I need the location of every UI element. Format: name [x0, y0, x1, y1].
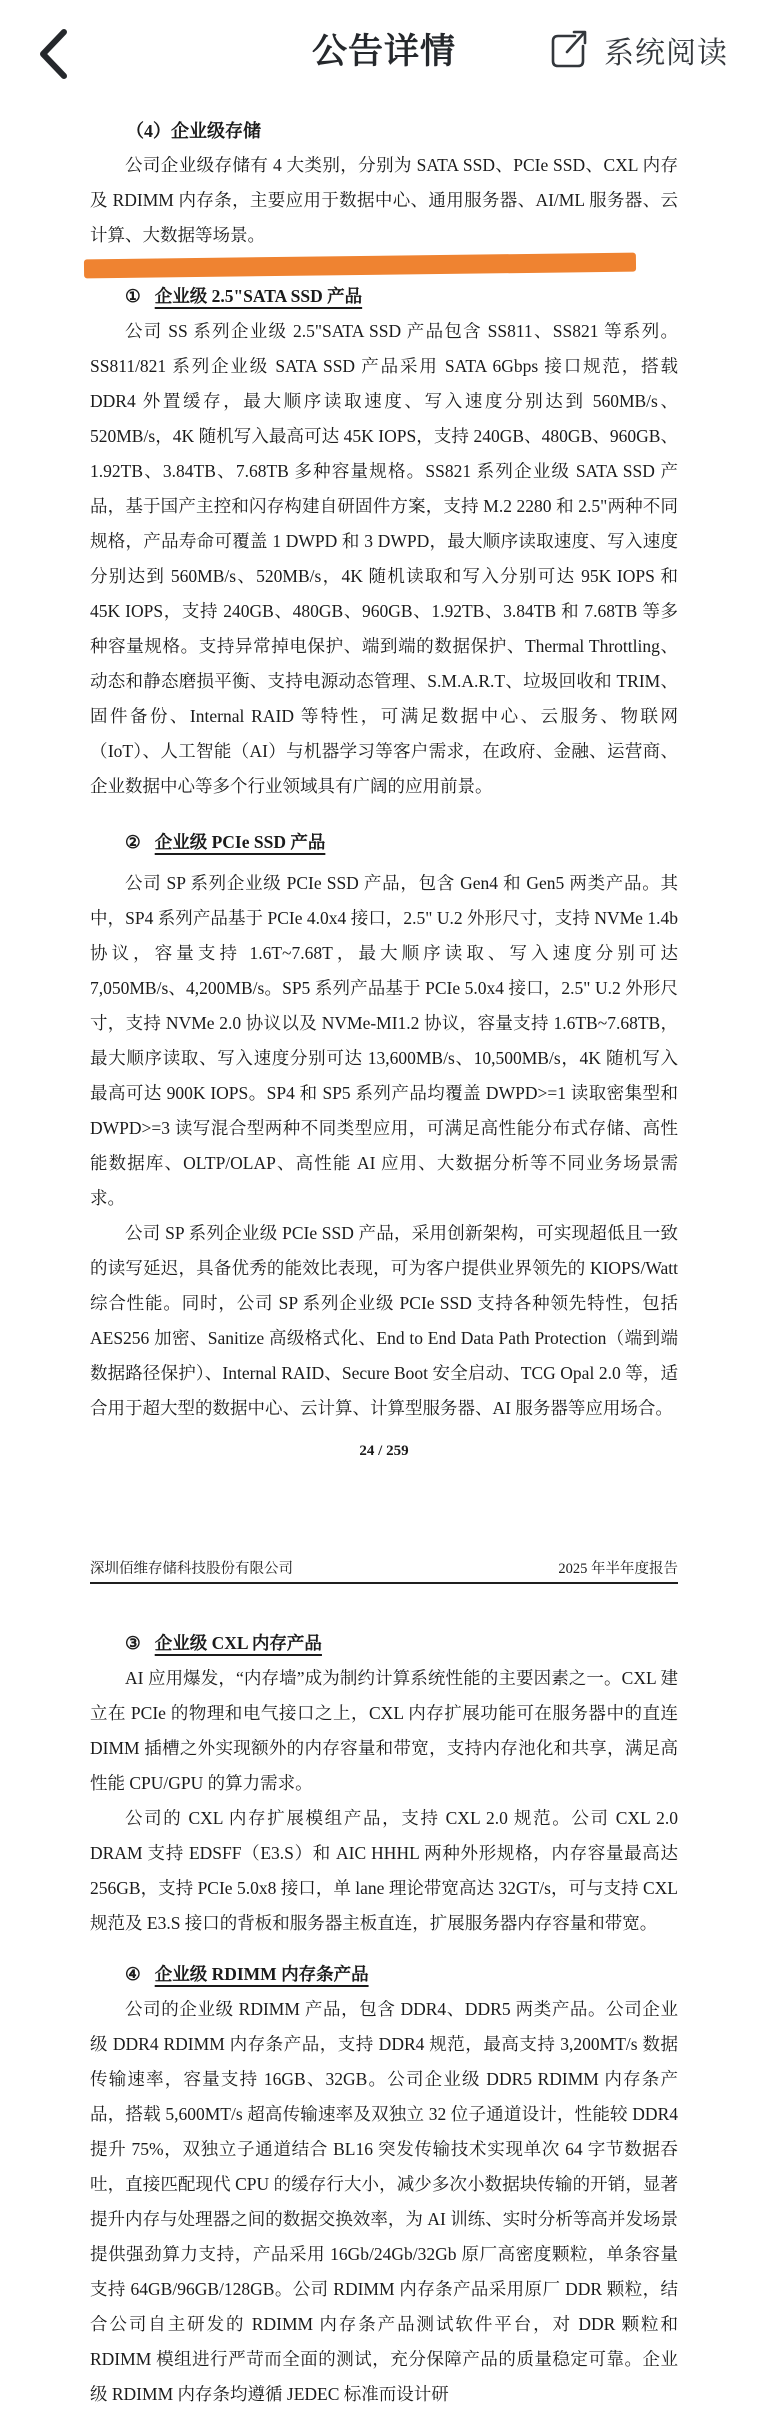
intro-paragraph: 公司企业级存储有 4 大类别，分别为 SATA SSD、PCIe SSD、CXL 内存及 RDIMM 内存条，主要应用于数据中心、通用服务器、AI/ML 服务器、云计算、大数据等场景。 — [90, 155, 678, 245]
subsection-title: 企业级 CXL 内存产品 — [154, 1633, 322, 1653]
document-viewport[interactable] — [0, 100, 768, 2404]
spacer — [90, 1584, 678, 1626]
section-heading: （4）企业级存储 — [126, 121, 261, 141]
page-break-gap — [90, 1461, 678, 1559]
subsection-number: ④ — [125, 1964, 141, 1984]
system-read-button[interactable] — [544, 24, 732, 76]
page-number: 24 / 259 — [359, 1443, 409, 1459]
paragraph: 公司 SS 系列企业级 2.5"SATA SSD 产品包含 SS811、SS821 等系列。SS811/821 系列企业级 SATA SSD 产品采用 SATA 6Gbps 接口规范，搭载 DDR4 外置缓存，最大顺序读取速度、写入速度分别达到 560MB/s、520MB/s，4K 随机写入最高可达 45K IOPS，支持 240GB、480GB、960GB、1.92TB、3.84TB、7.68TB 多种容量规格。SS821 系列企业级 SATA SSD 产品，基于国产主控和闪存构建自研固件方案，支持 M.2 2280 和 2.5"两种不同规格，产品寿命可覆盖 1 DWPD 和 3 DWPD，最大顺序读取速度、写入速度分别达到 560MB/s、520MB/s，4K 随机读取和写入分别可达 95K IOPS 和 45K IOPS，支持 240GB、480GB、960GB、1.92TB、3.84TB 和 7.68TB 等多种容量规格。支持异常掉电保护、端到端的数据保护、Thermal Throttling、动态和静态磨损平衡、支持电源动态管理、S.M.A.R.T、垃圾回收和 TRIM、固件备份、Internal RAID 等特性，可满足数据中心、云服务、物联网（IoT）、人工智能（AI）与机器学习等客户需求，在政府、金融、运营商、企业数据中心等多个行业领域具有广阔的应用前景。 — [90, 321, 678, 796]
share-external-icon — [548, 28, 590, 72]
paragraph: 公司的企业级 RDIMM 产品，包含 DDR4、DDR5 两类产品。公司企业级 DDR4 RDIMM 内存条产品，支持 DDR4 规范，最高支持 3,200MT/s 数据传输速率，容量支持 16GB、32GB。公司企业级 DDR5 RDIMM 内存条产品，搭载 5,600MT/s 超高传输速率及双独立 32 位子通道设计，性能较 DDR4 提升 75%，双独立子通道结合 BL16 突发传输技术实现单次 64 字节数据吞吐，直接匹配现代 CPU 的缓存行大小，减少多次小数据块传输的开销，显著提升内存与处理器之间的数据交换效率，为 AI 训练、实时分析等高并发场景提供强劲算力支持，产品采用 16Gb/24Gb/32Gb 原厂高密度颗粒，单条容量支持 64GB/96GB/128GB。公司 RDIMM 内存条产品采用原厂 DDR 颗粒，结合公司自主研发的 RDIMM 内存条产品测试软件平台，对 DDR 颗粒和 RDIMM 模组进行严苛而全面的测试，充分保障产品的质量稳定可靠。企业级 RDIMM 内存条均遵循 JEDEC 标准而设计研 — [90, 1999, 678, 2404]
subsection-number: ③ — [125, 1633, 141, 1653]
spacer — [90, 804, 678, 825]
report-page-24 — [90, 114, 678, 1461]
paragraph: AI 应用爆发，“内存墙”成为制约计算系统性能的主要因素之一。CXL 建立在 PCIe 的物理和电气接口之上，CXL 内存扩展功能可在服务器中的直连 DIMM 插槽之外实现额外的内存容量和带宽，支持内存池化和共享，满足高性能 CPU/GPU 的算力需求。 — [90, 1668, 678, 1793]
subsection-title: 企业级 2.5"SATA SSD 产品 — [154, 286, 363, 306]
subsection-heading-1 — [90, 279, 678, 314]
system-read-label: 系统阅读 — [604, 37, 728, 70]
running-head — [90, 1559, 678, 1584]
subsection-title: 企业级 RDIMM 内存条产品 — [154, 1964, 369, 1984]
page-title: 公告详情 — [311, 32, 457, 71]
company-name: 深圳佰维存储科技股份有限公司 — [90, 1561, 293, 1577]
subsection-number: ② — [125, 832, 141, 852]
subsection-title: 企业级 PCIe SSD 产品 — [154, 832, 326, 852]
report-page-25 — [90, 1559, 678, 2412]
chevron-left-icon — [34, 26, 74, 82]
subsection-heading-4 — [90, 1957, 678, 1992]
paragraph: 公司 SP 系列企业级 PCIe SSD 产品，包含 Gen4 和 Gen5 两类产品。其中，SP4 系列产品基于 PCIe 4.0x4 接口，2.5" U.2 外形尺寸，支持 NVMe 1.4b 协议，容量支持 1.6T~7.68T，最大顺序读取、写入速度分别可达 7,050MB/s、4,200MB/s。SP5 系列产品基于 PCIe 5.0x4 接口，2.5" U.2 外形尺寸，支持 NVMe 2.0 协议以及 NVMe-MI1.2 协议，容量支持 1.6TB~7.68TB，最大顺序读取、写入速度分别可达 13,600MB/s、10,500MB/s，4K 随机写入最高可达 900K IOPS。SP4 和 SP5 系列产品均覆盖 DWPD>=1 读取密集型和 DWPD>=3 读写混合型两种不同类型应用，可满足高性能分布式存储、高性能数据库、OLTP/OLAP、高性能 AI 应用、大数据分析等不同业务场景需求。 — [90, 873, 678, 1208]
paragraph: 公司的 CXL 内存扩展模组产品，支持 CXL 2.0 规范。公司 CXL 2.0 DRAM 支持 EDSFF（E3.S）和 AIC HHHL 两种外形规格，内存容量最高达 256GB，支持 PCIe 5.0x8 接口，单 lane 理论带宽高达 32GT/s，可与支持 CXL 规范及 E3.S 接口的背板和服务器主板直连，扩展服务器内存容量和带宽。 — [90, 1808, 678, 1933]
orange-highlight-annotation — [84, 253, 636, 279]
subsection-heading-3 — [90, 1626, 678, 1661]
navbar — [0, 0, 768, 100]
subsection-number: ① — [125, 286, 141, 306]
paragraph: 公司 SP 系列企业级 PCIe SSD 产品，采用创新架构，可实现超低且一致的读写延迟，具备优秀的能效比表现，可为客户提供业界领先的 KIOPS/Watt 综合性能。同时，公司 SP 系列企业级 PCIe SSD 支持各种领先特性，包括 AES256 加密、Sanitize 高级格式化、End to End Data Path Protection（端到端数据路径保护）、Internal RAID、Secure Boot 安全启动、TCG Opal 2.0 等，适合用于超大型的数据中心、云计算、计算型服务器、AI 服务器等应用场合。 — [90, 1223, 678, 1418]
spacer — [90, 1941, 678, 1957]
subsection-heading-2 — [90, 825, 678, 860]
back-button[interactable] — [26, 18, 82, 82]
report-title: 2025 年半年度报告 — [558, 1561, 678, 1577]
